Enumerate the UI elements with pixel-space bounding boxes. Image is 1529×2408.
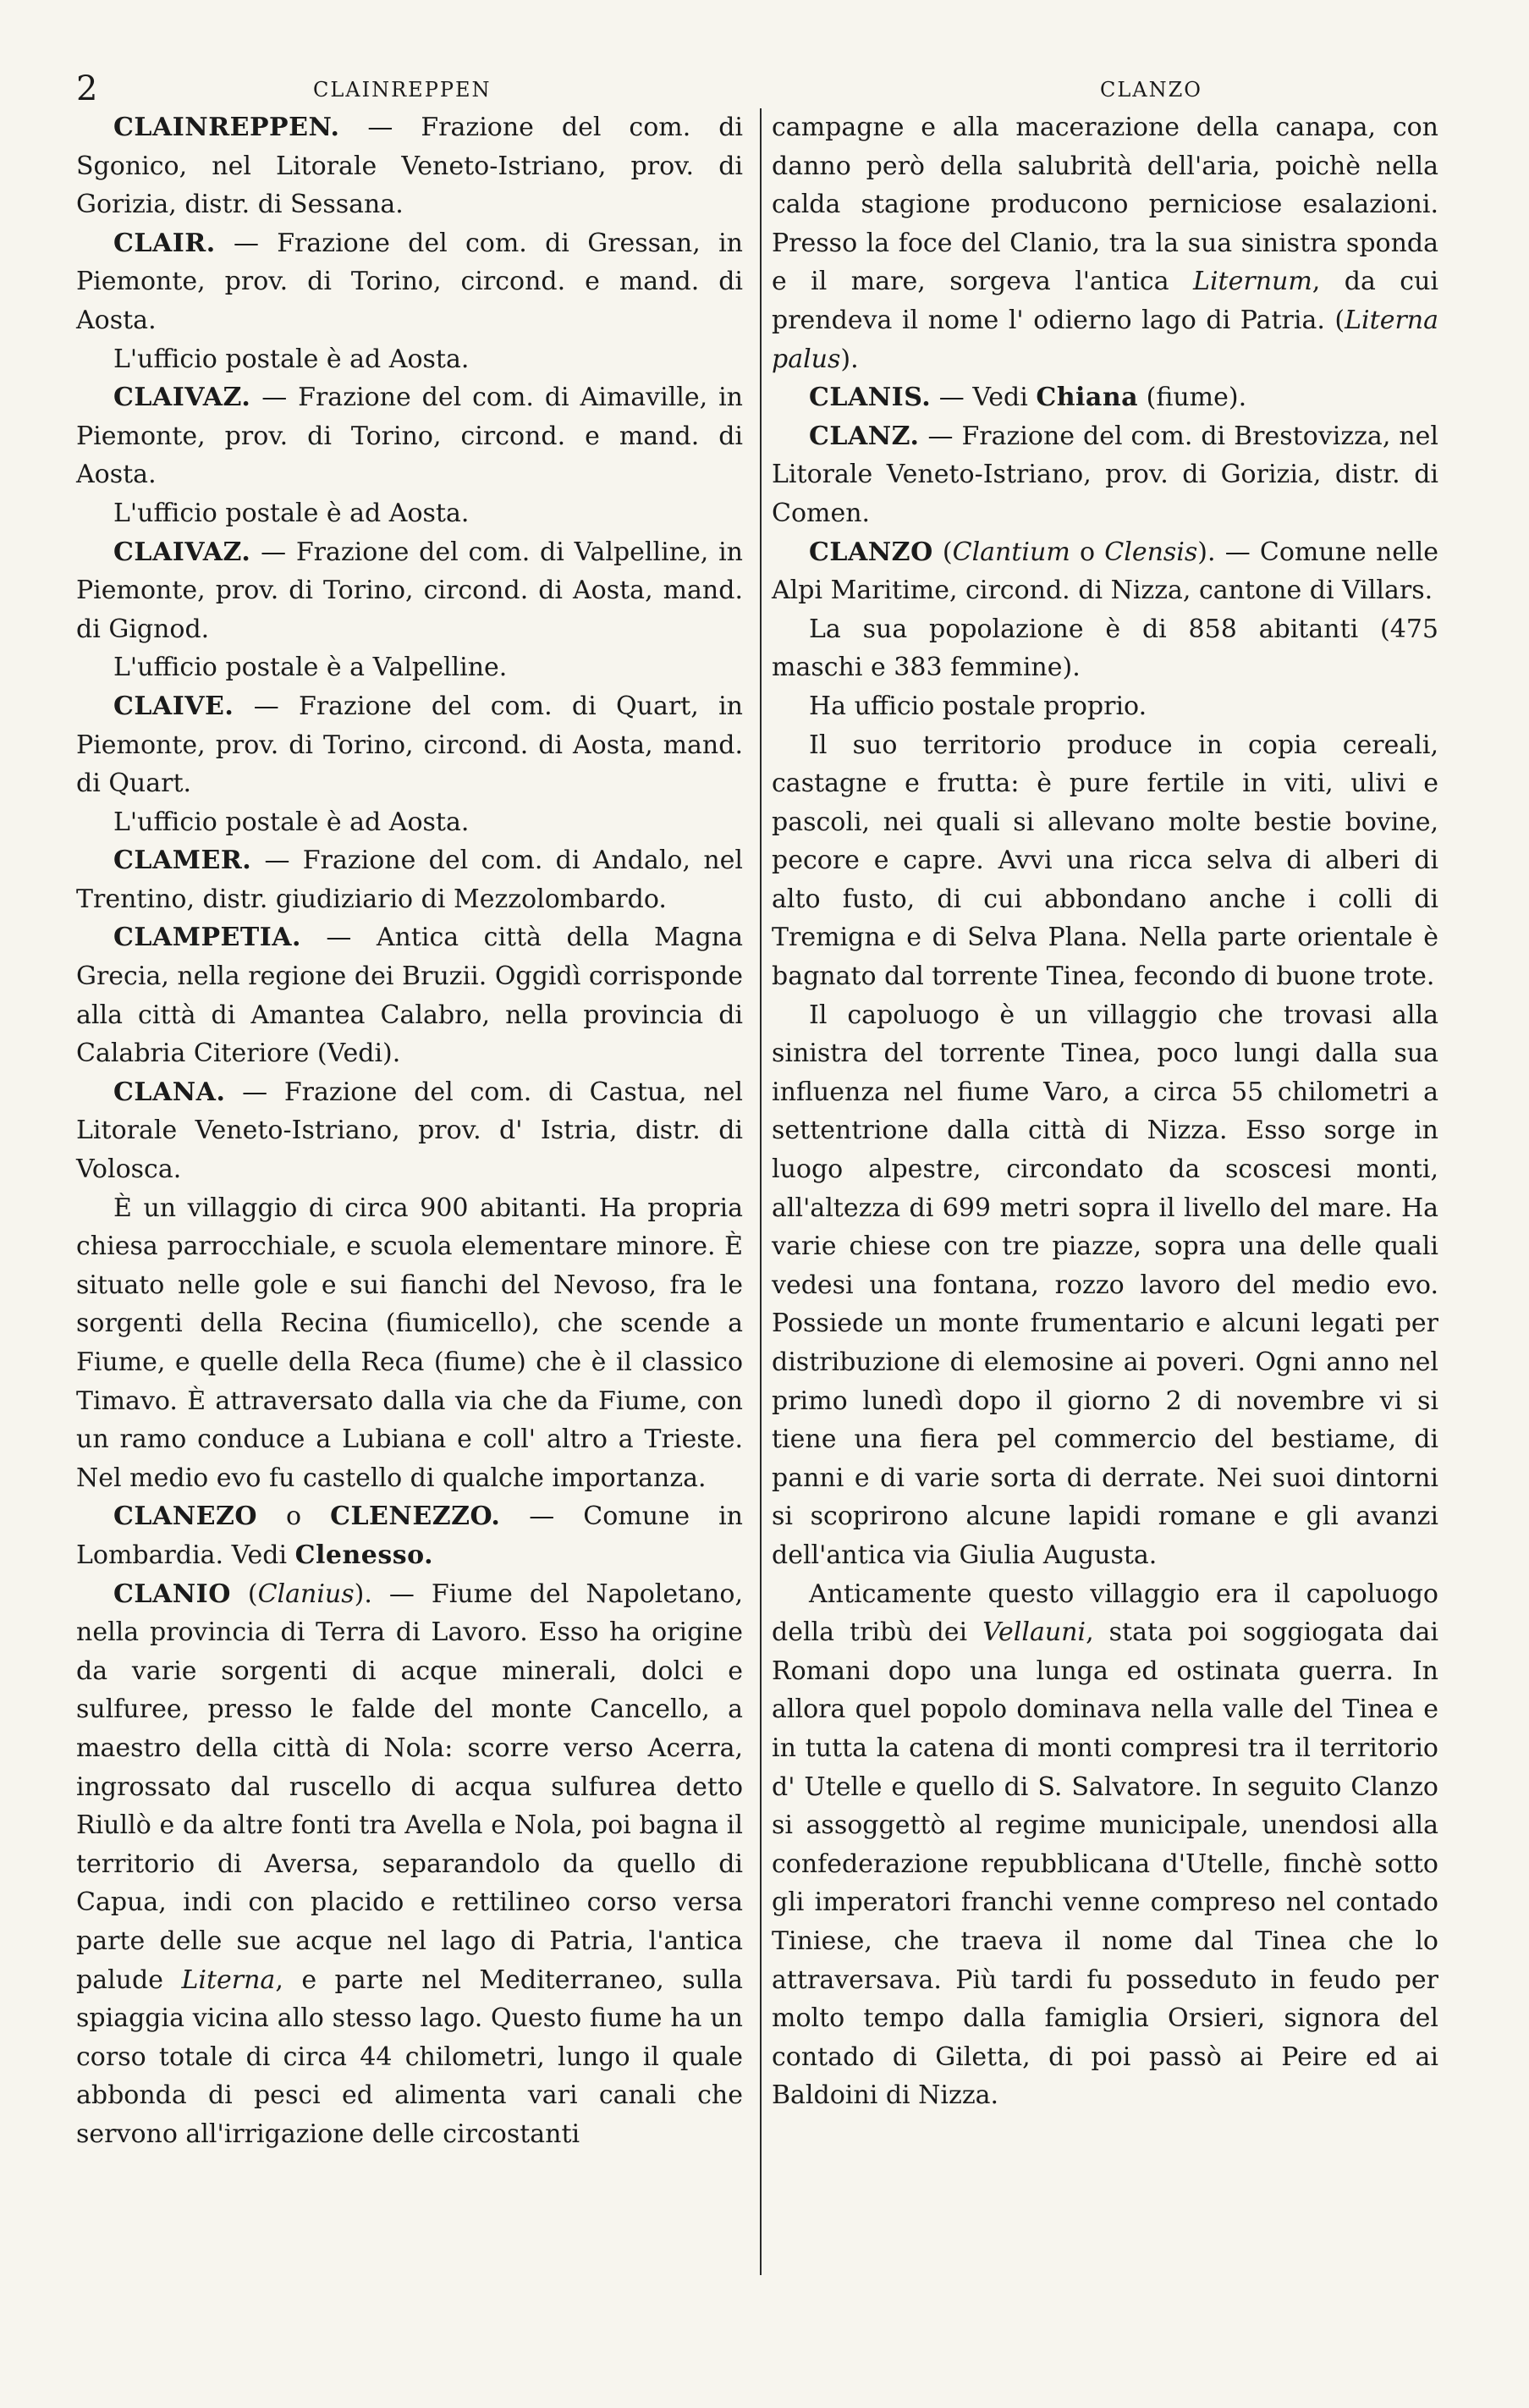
entry-text: — Antica città della Magna Grecia, nella regione dei Bruzii. Oggidì corrisponde alla città di Amantea Calabro, nella provincia di Calabria Citeriore (Vedi). [76, 923, 743, 1069]
entry-paragraph: È un villaggio di circa 900 abitanti. Ha propria chiesa parrocchiale, e scuola elementare minore. È situato nelle gole e sui fianchi del Nevoso, fra le sorgenti della Recina (fiumicello), che scende a Fiume, e quelle della Reca (fiume) che è il classico Timavo. È attraversato dalla via che da Fiume, con un ramo conduce a Lubiana e coll' altro a Trieste. Nel medio evo fu castello di qualche importanza. [76, 1193, 743, 1493]
entry-text: — Frazione del com. di Castua, nel Litorale Veneto-Istriano, prov. d' Istria, distr. di Volosca. [76, 1077, 743, 1185]
entry-paragraph: L'ufficio postale è a Valpelline. [113, 653, 508, 683]
entry-headword: CLAIVAZ. [113, 383, 251, 413]
entry-text: — Frazione del com. di Quart, in Piemonte, prov. di Torino, circond. di Aosta, mand. di Quart. [76, 691, 743, 799]
entry-paragraph: La sua popolazione è di 858 abitanti (475 maschi e 383 femmine). [772, 614, 1438, 683]
entry-headword: CLAMER. [113, 846, 252, 876]
latin-name: Vellauni [982, 1617, 1086, 1648]
entry-claivaz-aimaville [76, 378, 743, 494]
entry-clair [76, 224, 743, 340]
entry-headword: CLANIS. [809, 383, 932, 413]
entry-headword: CLAIVE. [113, 691, 234, 721]
entry-clamer [76, 841, 743, 918]
latin-name: Liternum [1193, 267, 1312, 297]
latin-name: Clanius [257, 1579, 355, 1609]
entry-text: ). [840, 344, 859, 374]
left-column [76, 108, 743, 2153]
latin-name: Clantium [952, 537, 1070, 567]
entry-text: ). — Fiume del Napoletano, nella provincia di Terra di Lavoro. Esso ha origine da varie sorgenti di acque minerali, dolci e sulfuree, presso le falde del monte Cancello, a maestro della città di Nola: scorre verso Acerra, ingrossato dal ruscello di acqua sulfurea detto Riullò e da altre fonti tra Avella e Nola, poi bagna il territorio di Aversa, separandolo da quello di Capua, indi con placido e rettilineo corso versa parte delle sue acque nel lago di Patria, l'antica palude [76, 1579, 743, 1995]
entry-text: ( [230, 1579, 258, 1609]
entry-text: , stata poi soggiogata dai Romani dopo una lunga ed ostinata guerra. In allora quel popolo dominava nella valle del Tinea e in tutta la catena di monti compresi tra il territorio d' Utelle e quello di S. Salvatore. In seguito Clanzo si assoggettò al regime municipale, unendosi alla confederazione repubblicana d'Utelle, finchè sotto gli imperatori franchi venne compreso nel contado Tiniese, che traeva il nome dal Tinea che lo attraversava. Più tardi fu posseduto in feudo per molto tempo dalla famiglia Orsieri, signora del contado di Giletta, di poi passò ai Peire ed ai Baldoini di Nizza. [772, 1617, 1438, 2111]
entry-paragraph: L'ufficio postale è ad Aosta. [113, 498, 470, 528]
entry-headword: CLAMPETIA. [113, 923, 301, 953]
entry-text: — Comune in Lombardia. Vedi [76, 1502, 743, 1570]
entry-text: — Frazione del com. di Andalo, nel Trentino, distr. giudiziario di Mezzolombardo. [76, 846, 743, 914]
entry-text: — Frazione del com. di Gressan, in Piemonte, prov. di Torino, circond. e mand. di Aosta. [76, 228, 743, 335]
entry-text: campagne e alla macerazione della canapa, con danno però della salubrità dell'aria, poichè nella calda stagione producono perniciose esalazioni. Presso la foce del Clanio, tra la sua sinistra sponda e il mare, sorgeva l'antica [772, 113, 1438, 297]
entry-text: — Frazione del com. di Brestovizza, nel Litorale Veneto-Istriano, prov. di Gorizia, distr. di Comen. [772, 421, 1438, 528]
entry-headword: CLANIO [113, 1579, 231, 1609]
entry-clanz [772, 417, 1438, 533]
entry-continuation [772, 108, 1438, 378]
guide-word-left: CLAINREPPEN [313, 78, 492, 102]
entry-claivaz-valpelline [76, 533, 743, 649]
entry-headword: CLANZ. [809, 421, 920, 451]
entry-text: , e parte nel Mediterraneo, sulla spiaggia vicina allo stesso lago. Questo fiume ha un corso totale di circa 44 chilometri, lungo il quale abbonda di pesci ed alimenta vari canali che servono all'irrigazione delle circostanti [76, 1964, 743, 2149]
entry-headword: CLAIVAZ. [113, 537, 251, 567]
entry-paragraph: L'ufficio postale è ad Aosta. [113, 807, 470, 837]
entry-text: o [1070, 537, 1105, 567]
entry-text: — Frazione del com. di Sgonico, nel Litorale Veneto-Istriano, prov. di Gorizia, distr. di Sessana. [76, 113, 743, 220]
entry-claive [76, 687, 743, 803]
entry-clampetia [76, 918, 743, 1072]
entry-headword: CLANZO [809, 537, 933, 567]
entry-paragraph [772, 1575, 1438, 2115]
entry-paragraph: Ha ufficio postale proprio. [809, 691, 1147, 721]
cross-reference: Chiana [1036, 383, 1139, 413]
guide-word-right: CLANZO [1100, 78, 1202, 102]
page-number: 2 [76, 69, 98, 108]
entry-text: , da cui prendeva il nome l' odierno lago di Patria. ( [772, 267, 1438, 335]
entry-clanzo [772, 533, 1438, 610]
latin-name: Literna palus [772, 305, 1438, 374]
entry-headword: CLAIR. [113, 228, 216, 258]
running-header [0, 69, 1529, 112]
entry-headword-variant: CLENEZZO. [330, 1502, 501, 1532]
entry-clanezo [76, 1497, 743, 1574]
entry-headword: CLANEZO [113, 1502, 258, 1532]
entry-paragraph: Il suo territorio produce in copia cereali, castagne e frutta: è pure fertile in viti, ulivi e pascoli, nei quali si allevano molte bestie bovine, pecore e capre. Avvi una ricca selva di alberi di alto fusto, di cui abbondano anche i colli di Tremigna e di Selva Plana. Nella parte orientale è bagnato dal torrente Tinea, fecondo di buone trote. [772, 730, 1438, 992]
entry-paragraph: L'ufficio postale è ad Aosta. [113, 344, 470, 374]
entry-clainreppen [76, 108, 743, 224]
entry-headword: CLAINREPPEN. [113, 113, 340, 142]
entry-text: Anticamente questo villaggio era il capoluogo della tribù dei [772, 1579, 1438, 1648]
entry-clana [76, 1073, 743, 1189]
entry-clanis [772, 378, 1438, 417]
entry-clanio [76, 1575, 743, 2154]
entry-text: — Vedi [931, 383, 1037, 413]
cross-reference: Clenesso. [294, 1540, 434, 1570]
entry-text: ( [932, 537, 953, 567]
column-rule [760, 108, 762, 2275]
entry-text: — Frazione del com. di Aimaville, in Piemonte, prov. di Torino, circond. e mand. di Aosta. [76, 383, 743, 490]
latin-name: Clensis [1104, 537, 1198, 567]
right-column [772, 108, 1438, 2115]
entry-paragraph: Il capoluogo è un villaggio che trovasi alla sinistra del torrente Tinea, poco lungi dalla sua influenza nel fiume Varo, a circa 55 chilometri a settentrione dalla città di Nizza. Esso sorge in luogo alpestre, circondato da scoscesi monti, all'altezza di 699 metri sopra il livello del mare. Ha varie chiese con tre piazze, sopra una delle quali vedesi una fontana, rozzo lavoro del medio evo. Possiede un monte frumentario e alcuni legati per distribuzione di elemosine ai poveri. Ogni anno nel primo lunedì dopo il giorno 2 di novembre vi si tiene una fiera pel commercio del bestiame, di panni e di varie sorta di derrate. Nei suoi dintorni si scoprirono alcune lapidi romane e gli avanzi dell'antica via Giulia Augusta. [772, 1000, 1438, 1570]
entry-text: — Frazione del com. di Valpelline, in Piemonte, prov. di Torino, circond. di Aosta, mand. di Gignod. [76, 537, 743, 644]
entry-text: (fiume). [1138, 383, 1247, 413]
entry-headword: CLANA. [113, 1077, 226, 1107]
entry-text: ). — Comune nelle Alpi Maritime, circond. di Nizza, cantone di Villars. [772, 537, 1438, 606]
entry-text: o [257, 1502, 331, 1532]
latin-name: Literna [181, 1964, 276, 1995]
